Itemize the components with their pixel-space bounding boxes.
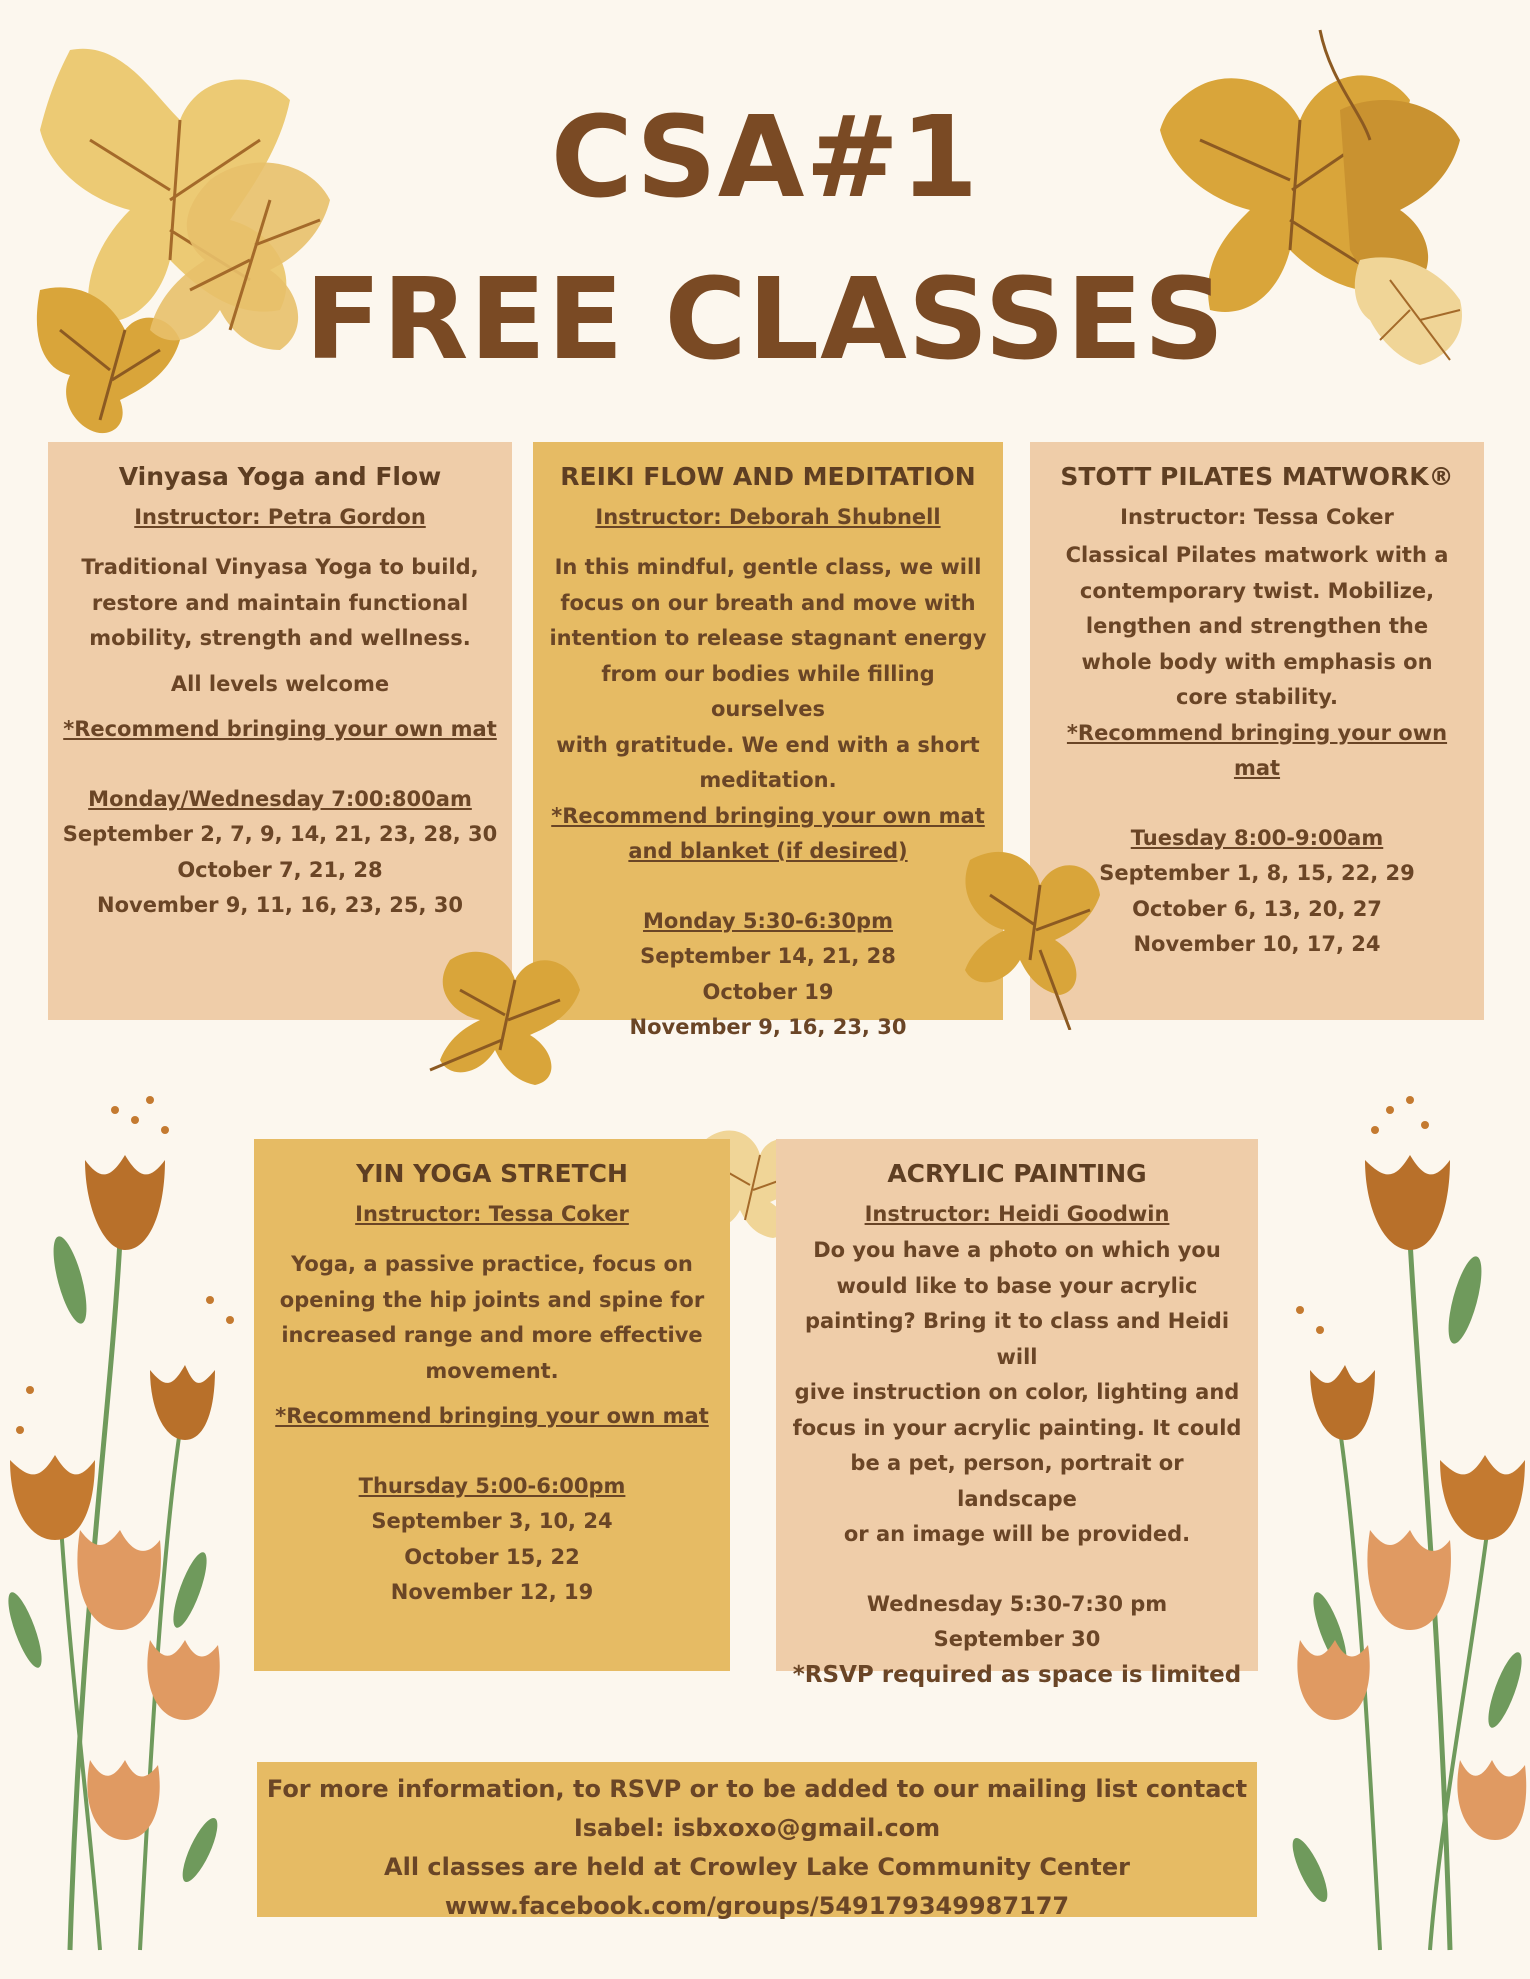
class-description-line: be a pet, person, portrait or landscape <box>850 1451 1184 1511</box>
class-mat-note: *Recommend bringing your own mat <box>1066 720 1448 780</box>
class-mat-note: *Recommend bringing your own mat <box>63 717 497 741</box>
class-description-line: Do you have a photo on which you <box>813 1238 1221 1262</box>
class-description-line: In this mindful, gentle class, we will <box>554 555 982 579</box>
class-dates-line: September 2, 7, 9, 14, 21, 23, 28, 30 <box>62 822 498 846</box>
class-name: YIN YOGA STRETCH <box>356 1159 628 1188</box>
class-description-line: from our bodies while filling ourselves <box>601 661 935 721</box>
class-description-line: would like to base your acrylic <box>836 1273 1198 1298</box>
footer-line: For more information, to RSVP or to be added to our mailing list contact <box>266 1775 1248 1803</box>
class-description-line: or an image will be provided. <box>843 1522 1191 1546</box>
class-instructor: Instructor: Tessa Coker <box>355 1202 629 1226</box>
class-schedule: Tuesday 8:00-9:00am <box>1130 825 1384 850</box>
class-name: Vinyasa Yoga and Flow <box>118 462 442 491</box>
class-description-line: contemporary twist. Mobilize, <box>1079 578 1435 603</box>
class-description-line: Classical Pilates matwork with a <box>1065 543 1449 567</box>
class-description-line: focus on our breath and move with <box>560 590 976 615</box>
page-title-line1: CSA#1 <box>550 93 980 223</box>
class-schedule: Thursday 5:00-6:00pm <box>358 1473 626 1498</box>
class-description-line: with gratitude. We end with a short <box>556 732 980 757</box>
class-description-line: mobility, strength and wellness. <box>89 626 471 650</box>
class-description-line: whole body with emphasis on <box>1081 649 1433 674</box>
class-description-line: restore and maintain functional <box>91 590 469 615</box>
contact-info-box <box>257 1762 1257 1920</box>
class-description-line: painting? Bring it to class and Heidi will <box>804 1309 1230 1369</box>
class-description-line: core stability. <box>1176 685 1338 709</box>
class-dates-line: November 9, 11, 16, 23, 25, 30 <box>97 893 463 917</box>
class-instructor: Instructor: Deborah Shubnell <box>595 505 941 529</box>
class-mat-note: *Recommend bringing your own mat <box>275 1404 709 1428</box>
class-schedule: Wednesday 5:30-7:30 pm <box>866 1591 1168 1616</box>
class-instructor: Instructor: Heidi Goodwin <box>864 1202 1170 1226</box>
class-dates-line: September 14, 21, 28 <box>640 944 896 968</box>
flowers-bottom-right <box>1270 1070 1530 1970</box>
class-dates-line: September 30 <box>933 1627 1101 1651</box>
class-dates-line: November 12, 19 <box>390 1580 594 1604</box>
class-description-line: meditation. <box>699 768 837 792</box>
class-name: REIKI FLOW AND MEDITATION <box>560 462 976 491</box>
class-description-line: Traditional Vinyasa Yoga to build, <box>81 555 479 579</box>
class-name: ACRYLIC PAINTING <box>887 1159 1147 1188</box>
class-dates-line: September 3, 10, 24 <box>371 1509 613 1533</box>
page-title-line2: FREE CLASSES <box>304 255 1226 385</box>
class-extra-note: All levels welcome <box>170 671 390 696</box>
class-mat-note: and blanket (if desired) <box>628 839 908 863</box>
maple-leaf-center-right <box>950 830 1110 1030</box>
footer-location-line: All classes are held at Crowley Lake Community Center <box>384 1853 1130 1881</box>
class-dates-line: October 15, 22 <box>404 1544 580 1569</box>
class-mat-note: *Recommend bringing your own mat <box>551 803 985 828</box>
class-description-line: increased range and more effective <box>281 1323 703 1347</box>
footer-email-line[interactable]: Isabel: isbxoxo@gmail.com <box>573 1814 941 1842</box>
class-instructor: Instructor: Tessa Coker <box>1120 505 1394 529</box>
class-schedule: Monday/Wednesday 7:00:800am <box>88 786 472 811</box>
class-name: STOTT PILATES MATWORK® <box>1060 462 1454 491</box>
class-dates-line: October 19 <box>702 979 834 1004</box>
class-card-acrylic-painting <box>776 1139 1258 1688</box>
class-description-line: Yoga, a passive practice, focus on <box>291 1252 693 1276</box>
class-schedule: Monday 5:30-6:30pm <box>643 908 893 933</box>
footer-facebook-link[interactable]: www.facebook.com/groups/549179349987177 <box>444 1892 1070 1920</box>
class-dates-line: September 1, 8, 15, 22, 29 <box>1099 861 1415 885</box>
class-dates-line: November 10, 17, 24 <box>1133 932 1381 956</box>
class-dates-line: November 9, 16, 23, 30 <box>629 1015 907 1039</box>
class-rsvp-note: *RSVP required as space is limited <box>792 1661 1242 1688</box>
class-instructor: Instructor: Petra Gordon <box>134 505 426 529</box>
class-card-reiki <box>533 442 1003 1039</box>
class-card-yin-yoga <box>254 1139 730 1671</box>
class-dates-line: October 6, 13, 20, 27 <box>1132 896 1382 921</box>
class-description-line: intention to release stagnant energy <box>549 626 987 650</box>
class-description-line: focus in your acrylic painting. It could <box>792 1415 1242 1440</box>
class-description-line: opening the hip joints and spine for <box>279 1287 705 1312</box>
maple-leaf-center-left <box>420 920 590 1090</box>
class-description-line: movement. <box>425 1358 559 1383</box>
class-description-line: lengthen and strengthen the <box>1085 614 1429 638</box>
flowers-bottom-left <box>0 1070 250 1970</box>
class-dates-line: October 7, 21, 28 <box>177 857 383 882</box>
class-description-line: give instruction on color, lighting and <box>794 1380 1240 1404</box>
